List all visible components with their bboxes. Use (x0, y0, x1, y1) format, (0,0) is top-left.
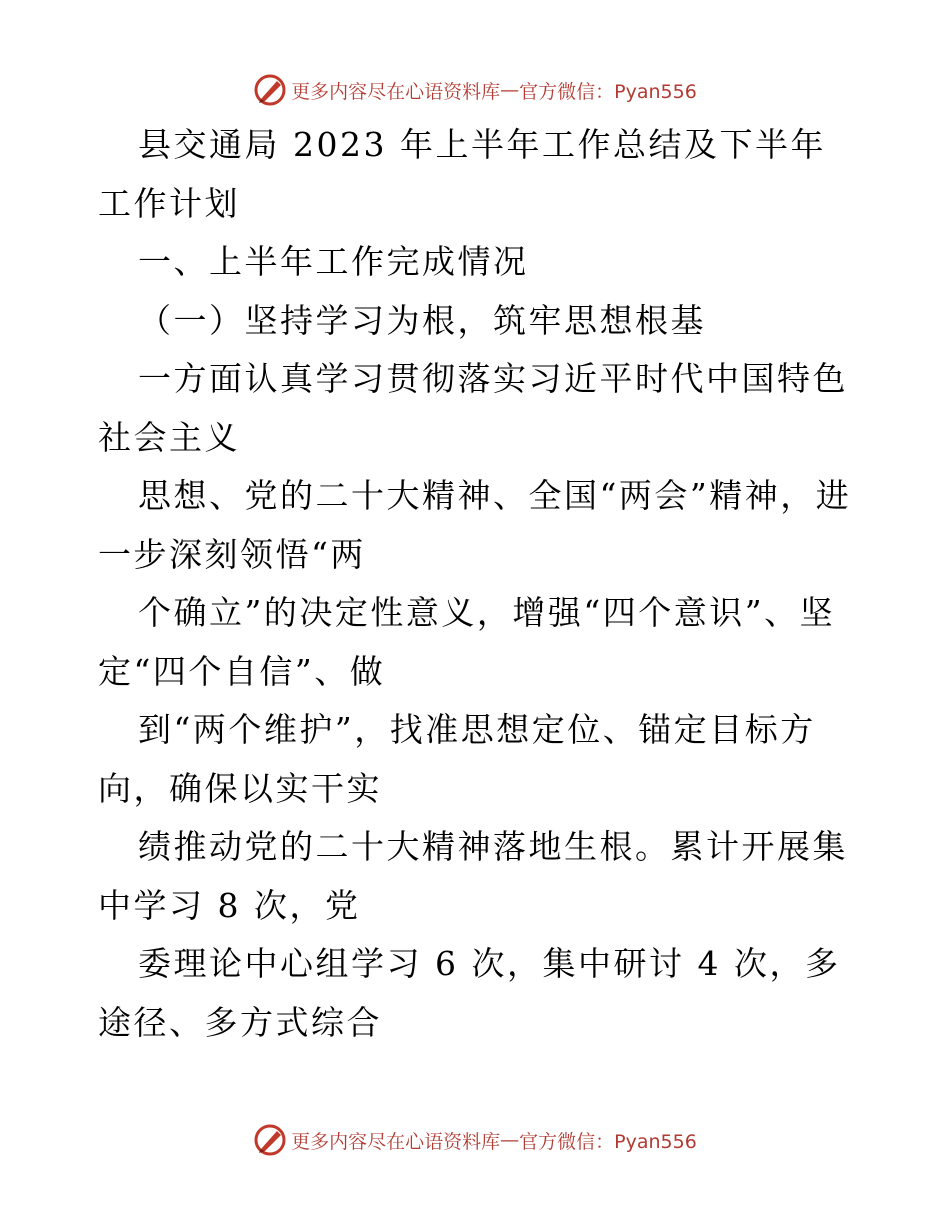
document-body (98, 116, 858, 1052)
watermark-dash: — (500, 79, 520, 101)
body-paragraph: 委理论中心组学习 6 次，集中研讨 4 次，多途径、多方式综合 (98, 944, 841, 1042)
watermark-wechat: 官方微信：Pyan556 (519, 1130, 697, 1153)
watermark-dash: — (500, 1129, 520, 1151)
body-paragraph: 绩推动党的二十大精神落地生根。累计开展集中学习 8 次，党 (98, 827, 848, 925)
body-paragraph: 到“两个维护”，找准思想定位、锚定目标方向，确保以实干实 (98, 710, 816, 808)
subsection-heading: （一）坚持学习为根，筑牢思想根基 (138, 300, 706, 340)
body-paragraph: 一方面认真学习贯彻落实习近平时代中国特色社会主义 (98, 359, 848, 457)
header-watermark (0, 70, 950, 110)
watermark-text: 更多内容尽在心语资料库 (291, 80, 501, 103)
body-paragraph: 个确立”的决定性意义，增强“四个意识”、坚定“四个自信”、做 (98, 593, 836, 691)
body-paragraph: 思想、党的二十大精神、全国“两会”精神，进一步深刻领悟“两 (98, 476, 852, 574)
watermark-wechat: 官方微信：Pyan556 (519, 80, 697, 103)
watermark-text: 更多内容尽在心语资料库 (291, 1130, 501, 1153)
pen-logo-icon (253, 73, 287, 107)
footer-watermark (0, 1120, 950, 1160)
pen-logo-icon (253, 1123, 287, 1157)
section-heading: 一、上半年工作完成情况 (138, 242, 529, 281)
document-title: 县交通局 2023 年上半年工作总结及下半年工作计划 (98, 125, 826, 223)
